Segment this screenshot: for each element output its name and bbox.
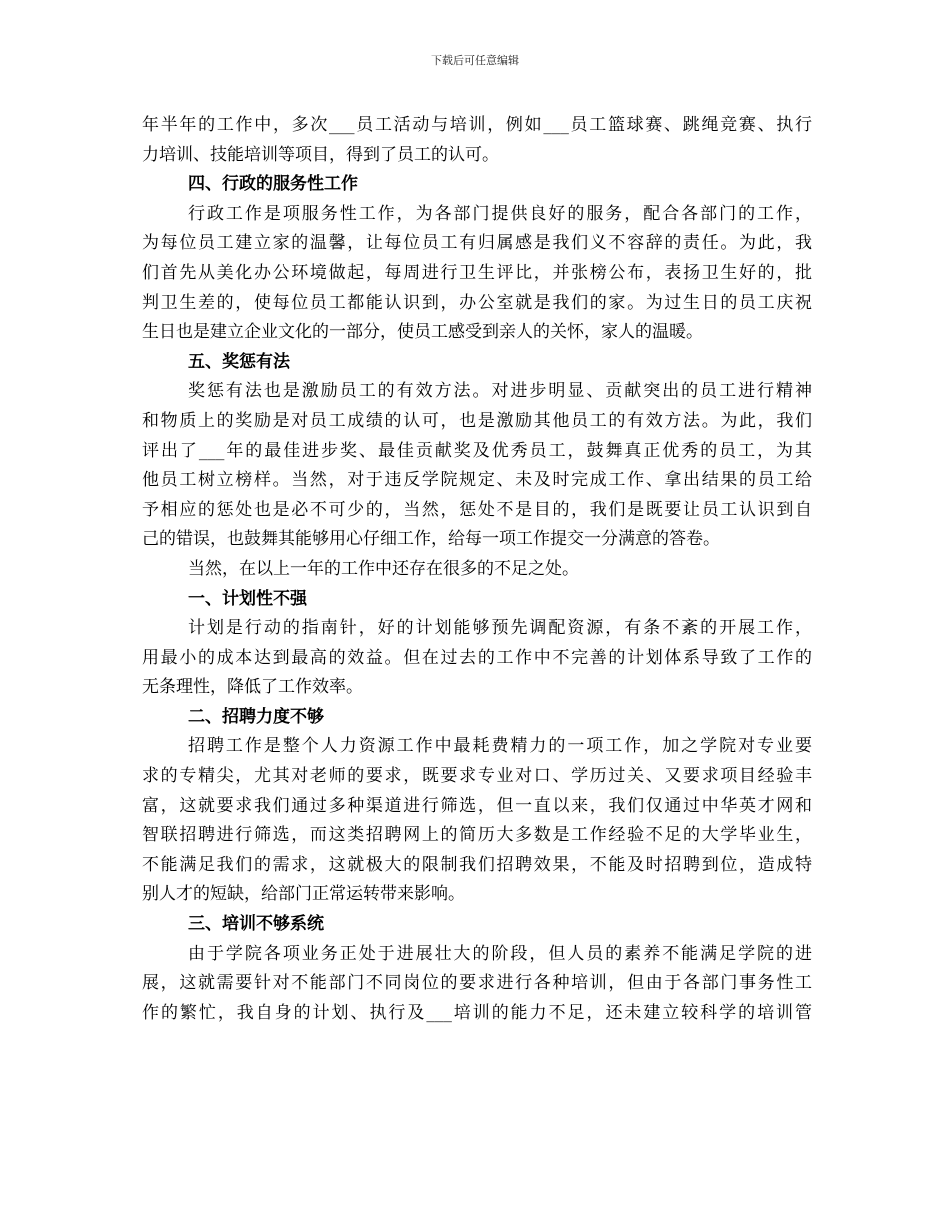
section-heading: 三、培训不够系统	[188, 914, 324, 935]
body-line: 们首先从美化办公环境做起，每周进行卫生评比，并张榜公布，表扬卫生好的，批	[142, 262, 812, 283]
paragraph-last-line: 己的错误，也鼓舞其能够用心仔细工作，给每一项工作提交一分满意的答卷。	[142, 529, 720, 550]
body-line: 用最小的成本达到最高的效益。但在过去的工作中不完善的计划体系导致了工作的	[142, 647, 812, 668]
document-body	[142, 111, 812, 1028]
section-heading: 二、招聘力度不够	[188, 706, 324, 727]
paragraph-last-line: 别人才的短缺，给部门正常运转带来影响。	[142, 884, 465, 905]
paragraph-last-line: 生日也是建立企业文化的一部分，使员工感受到亲人的关怀，家人的温暖。	[142, 322, 703, 343]
section-heading: 一、计划性不强	[188, 588, 307, 609]
paragraph-last-line: 无条理性，降低了工作效率。	[142, 677, 363, 698]
paragraph-first-line: 奖惩有法也是激励员工的有效方法。对进步明显、贡献突出的员工进行精神	[188, 381, 812, 402]
paragraph-first-line: 行政工作是项服务性工作，为各部门提供良好的服务，配合各部门的工作，	[188, 203, 812, 224]
body-line: 判卫生差的，使每位员工都能认识到，办公室就是我们的家。为过生日的员工庆祝	[142, 292, 812, 313]
body-line: 为每位员工建立家的温馨，让每位员工有归属感是我们义不容辞的责任。为此，我	[142, 233, 812, 254]
paragraph-first-line: 当然，在以上一年的工作中还存在很多的不足之处。	[188, 558, 579, 579]
body-line: 予相应的惩处也是必不可少的，当然，惩处不是目的，我们是既要让员工认识到自	[142, 499, 812, 520]
body-line: 作的繁忙，我自身的计划、执行及___培训的能力不足，还未建立较科学的培训管	[142, 1002, 812, 1023]
body-line: 智联招聘进行筛选，而这类招聘网上的简历大多数是工作经验不足的大学毕业生，	[142, 825, 812, 846]
body-line: 富，这就要求我们通过多种渠道进行筛选，但一直以来，我们仅通过中华英才网和	[142, 795, 812, 816]
section-heading: 五、奖惩有法	[188, 351, 290, 372]
paragraph-last-line: 力培训、技能培训等项目，得到了员工的认可。	[142, 144, 499, 165]
page-header: 下载后可任意编辑	[431, 54, 519, 67]
body-line: 评出了___年的最佳进步奖、最佳贡献奖及优秀员工，鼓舞真正优秀的员工，为其	[142, 440, 812, 461]
body-line: 年半年的工作中，多次___员工活动与培训，例如___员工篮球赛、跳绳竞赛、执行	[142, 115, 812, 135]
paragraph-first-line: 计划是行动的指南针，好的计划能够预先调配资源，有条不紊的开展工作，	[188, 618, 812, 639]
body-line: 不能满足我们的需求，这就极大的限制我们招聘效果，不能及时招聘到位，造成特	[142, 854, 812, 875]
body-line: 他员工树立榜样。当然，对于违反学院规定、未及时完成工作、拿出结果的员工给	[142, 470, 812, 491]
section-heading: 四、行政的服务性工作	[188, 174, 358, 195]
body-line: 求的专精尖，尤其对老师的要求，既要求专业对口、学历过关、又要求项目经验丰	[142, 766, 812, 787]
body-line: 展，这就需要针对不能部门不同岗位的要求进行各种培训，但由于各部门事务性工	[142, 973, 812, 994]
paragraph-first-line: 由于学院各项业务正处于进展壮大的阶段，但人员的素养不能满足学院的进	[188, 943, 812, 964]
paragraph-first-line: 招聘工作是整个人力资源工作中最耗费精力的一项工作，加之学院对专业要	[188, 736, 812, 757]
body-line: 和物质上的奖励是对员工成绩的认可，也是激励其他员工的有效方法。为此，我们	[142, 410, 812, 431]
